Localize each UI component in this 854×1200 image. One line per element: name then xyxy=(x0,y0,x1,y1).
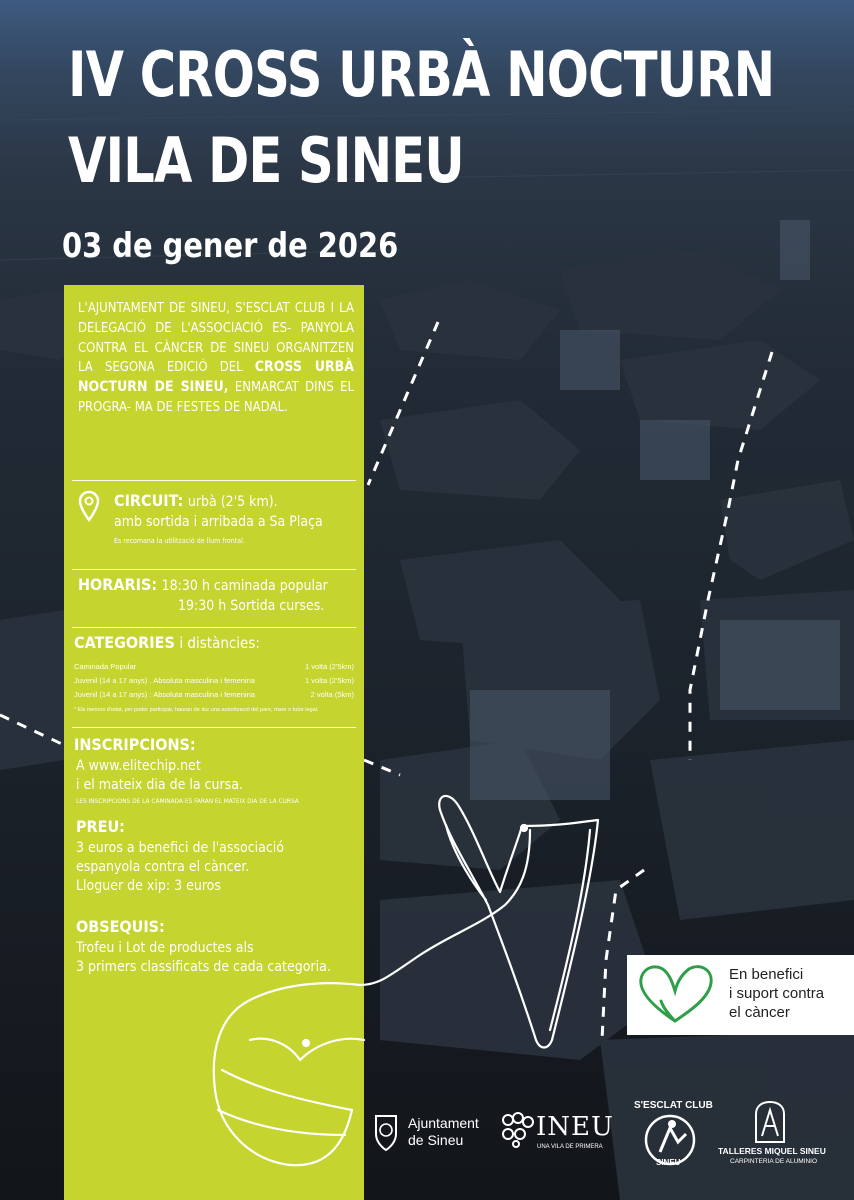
category-row: Juvenil (14 a 17 anys) : Absoluta masculina i femenina 2 volta (5km) xyxy=(74,690,354,699)
ajuntament-logo-text: Ajuntament de Sineu xyxy=(408,1115,479,1148)
esclat-club-text: S'ESCLAT CLUB xyxy=(634,1100,713,1111)
inscripcions-line-2: i el mateix dia de la cursa. xyxy=(76,777,243,793)
horaris-line-2: 19:30 h Sortida curses. xyxy=(178,598,325,614)
obsequis-line-2: 3 primers classificats de cada categoria. xyxy=(76,959,331,975)
ajuntament-crest-icon xyxy=(372,1112,400,1152)
intro-text: L'AJUNTAMENT DE SINEU, S'ESCLAT CLUB I LA DELEGACIÓ DE L'ASSOCIACIÓ ES- PANYOLA CONTRA EL CÀNCER DE SINEU ORGANITZEN LA SEGONA EDICIÓ DEL CROSS URBÀ NOCTURN DE SINEU, ENMARCAT DINS EL PROGRA- MA DE FESTES DE NADAL. xyxy=(78,301,354,415)
preu-line-2: espanyola contra el càncer. xyxy=(76,859,250,875)
benefit-text: En benefici i suport contra el càncer xyxy=(729,966,825,1021)
category-row: Juvenil (14 a 17 anys) . Absoluta masculina i femenina 1 volta (2'5km) xyxy=(74,676,354,685)
categories-note: * Els menors d'edat, per poder participar, hauran de dur una autorització del pare, mare o tutor legal. xyxy=(74,707,319,713)
sineu-tagline: UNA VILA DE PRIMERA xyxy=(537,1144,603,1150)
sineu-logo-icon xyxy=(500,1112,536,1148)
inscripcions-note: LES INSCRIPCIONS DE LA CAMINADA ES FARAN EL MATEIX DIA DE LA CURSA xyxy=(76,797,299,805)
talleres-name: TALLERES MIQUEL SINEU xyxy=(718,1146,826,1156)
circuit-note: Es recomana la utilització de llum frontal. xyxy=(114,537,245,545)
inscripcions-label: INSCRIPCIONS: xyxy=(74,735,196,754)
title-line-2: VILA DE SINEU xyxy=(68,124,464,197)
horaris-label: HORARIS: xyxy=(78,575,158,594)
inscripcions-line-1: A www.elitechip.net xyxy=(76,758,201,774)
event-date: 03 de gener de 2026 xyxy=(62,226,399,266)
talleres-logo-icon xyxy=(752,1100,788,1144)
heart-ribbon-icon xyxy=(633,961,717,1031)
sineu-logo-text: INEU xyxy=(536,1112,614,1142)
obsequis-label: OBSEQUIS: xyxy=(76,917,165,936)
circuit-label: CIRCUIT: xyxy=(114,491,184,510)
esclat-club-sineu-text: SINEU xyxy=(656,1158,681,1167)
circuit-line: CIRCUIT: urbà (2'5 km). xyxy=(114,491,278,510)
horaris-line-1: HORARIS: 18:30 h caminada popular xyxy=(78,575,328,594)
obsequis-line-1: Trofeu i Lot de productes als xyxy=(76,940,254,956)
preu-line-1: 3 euros a benefici de l'associació xyxy=(76,840,284,856)
circuit-line-2: amb sortida i arribada a Sa Plaça xyxy=(114,514,323,530)
cancer-association-badge xyxy=(627,955,854,1035)
preu-label: PREU: xyxy=(76,817,125,836)
preu-line-3: Lloguer de xip: 3 euros xyxy=(76,878,221,894)
talleres-tagline: CARPINTERIA DE ALUMINIO xyxy=(730,1158,818,1165)
categories-heading: CATEGORIES i distàncies: xyxy=(74,633,260,652)
category-row: Caminada Popular 1 volta (2'5km) xyxy=(74,662,354,671)
title-line-1: IV CROSS URBÀ NOCTURN xyxy=(68,38,775,111)
